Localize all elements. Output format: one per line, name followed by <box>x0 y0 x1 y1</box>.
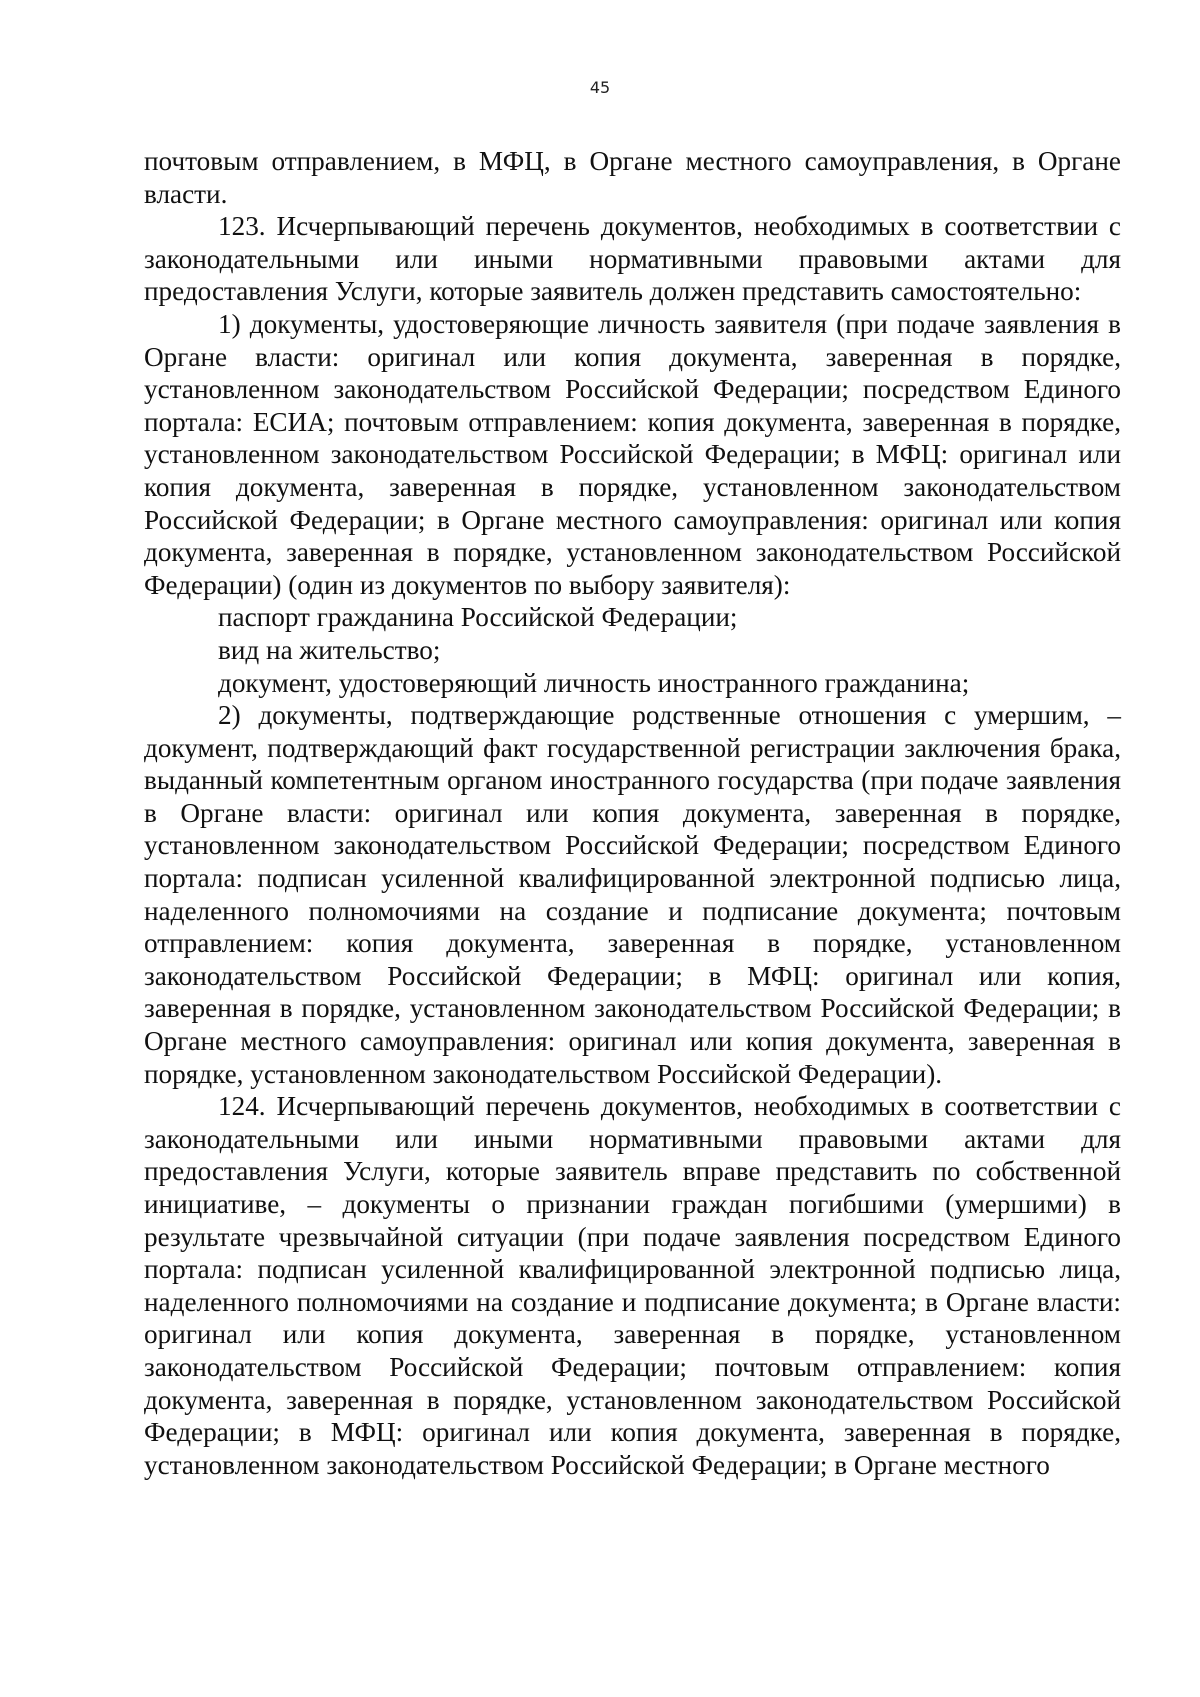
paragraph-subitem-1: 1) документы, удостоверяющие личность заявителя (при подаче заявления в Органе власти: оригинал или копия документа, заверенная в порядке, установленном законодательством Российской Федерации; посредством Единого портала: ЕСИА; почтовым отправлением: копия документа, заверенная в порядке, установленном законодательством Российской Федерации; в МФЦ: оригинал или копия документа, заверенная в порядке, установленном законодательством Российской Федерации; в Органе местного самоуправления: оригинал или копия документа, заверенная в порядке, установленном законодательством Российской Федерации) (один из документов по выбору заявителя): <box>144 308 1121 600</box>
paragraph-continuation: почтовым отправлением, в МФЦ, в Органе местного самоуправления, в Органе власти. <box>144 146 1121 209</box>
document-body <box>144 145 1121 1481</box>
list-item-residence-permit: вид на жительство; <box>218 634 441 665</box>
page-number: 45 <box>589 78 611 97</box>
list-item-passport: паспорт гражданина Российской Федерации; <box>218 602 738 633</box>
paragraph-item-123: 123. Исчерпывающий перечень документов, необходимых в соответствии с законодательными или иными нормативными правовыми актами для предоставления Услуги, которые заявитель должен представить самостоятельно: <box>144 211 1121 307</box>
list-item-foreign-id: документ, удостоверяющий личность иностранного гражданина; <box>218 667 970 698</box>
paragraph-subitem-2: 2) документы, подтверждающие родственные отношения с умершим, – документ, подтверждающий факт государственной регистрации заключения брака, выданный компетентным органом иностранного государства (при подаче заявления в Органе власти: оригинал или копия документа, заверенная в порядке, установленном законодательством Российской Федерации; посредством Единого портала: подписан усиленной квалифицированной электронной подписью лица, наделенного полномочиями на создание и подписание документа; почтовым отправлением: копия документа, заверенная в порядке, установленном законодательством Российской Федерации; в МФЦ: оригинал или копия, заверенная в порядке, установленном законодательством Российской Федерации; в Органе местного самоуправления: оригинал или копия документа, заверенная в порядке, установленном законодательством Российской Федерации). <box>144 700 1121 1089</box>
paragraph-item-124: 124. Исчерпывающий перечень документов, необходимых в соответствии с законодательными или иными нормативными правовыми актами для предоставления Услуги, которые заявитель вправе представить по собственной инициативе, – документы о признании граждан погибшими (умершими) в результате чрезвычайной ситуации (при подаче заявления посредством Единого портала: подписан усиленной квалифицированной электронной подписью лица, наделенного полномочиями на создание и подписание документа; в Органе власти: оригинал или копия документа, заверенная в порядке, установленном законодательством Российской Федерации; почтовым отправлением: копия документа, заверенная в порядке, установленном законодательством Российской Федерации; в МФЦ: оригинал или копия документа, заверенная в порядке, установленном законодательством Российской Федерации; в Органе местного <box>144 1091 1121 1480</box>
